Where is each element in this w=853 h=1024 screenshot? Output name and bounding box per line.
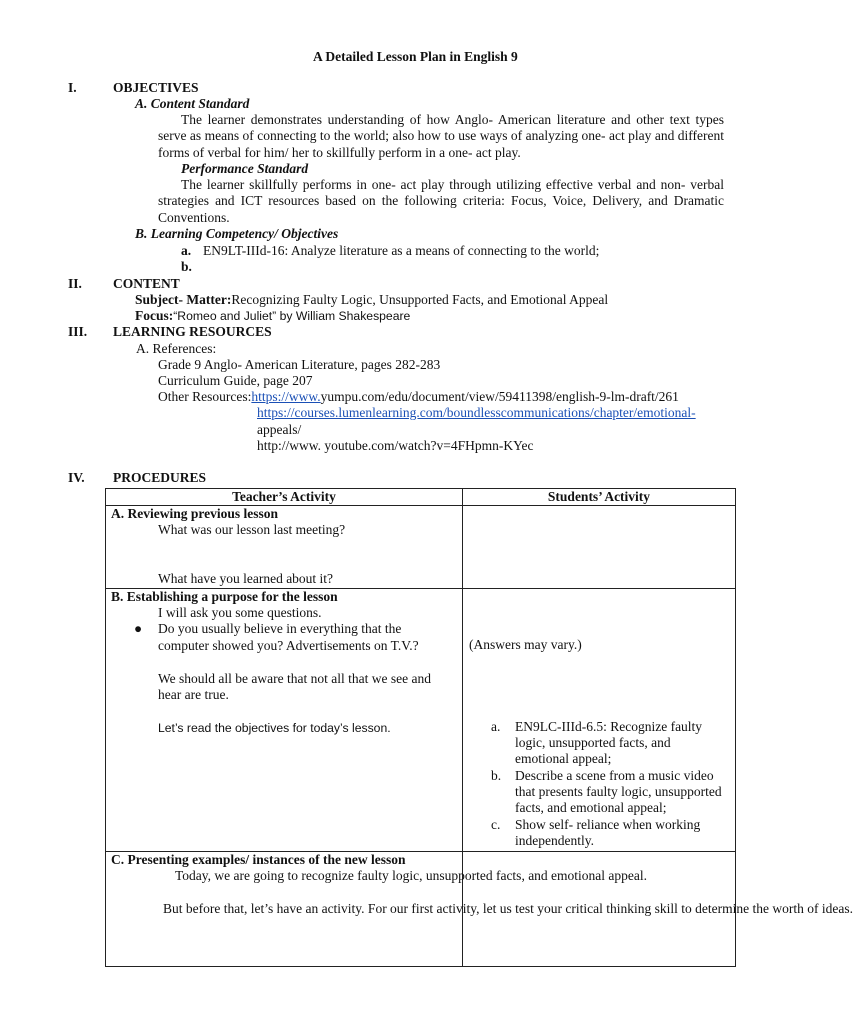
other-resources-label: Other Resources: [158,389,252,404]
reference-1: Grade 9 Anglo- American Literature, pages 282-283 [158,357,441,372]
objective-a-marker: a. [491,719,501,734]
row-b-line-1: I will ask you some questions. [158,605,322,620]
column-header-students: Students’ Activity [463,489,736,506]
table-header-row [106,489,736,506]
competency-a-marker: a. [181,243,192,258]
section-num-resources: III. [68,324,88,339]
row-b-aware-line-1: We should all be aware that not all that we see and [158,671,431,686]
row-b-students [463,589,736,852]
section-num-objectives: I. [68,80,77,95]
other-resources [158,389,679,405]
objective-b-line-1: Describe a scene from a music video [515,768,714,783]
objective-b-line-2: that presents faulty logic, unsupported [515,784,722,799]
row-a-teacher [106,506,463,589]
section-heading-content: CONTENT [113,276,180,291]
objective-a-line-2: logic, unsupported facts, and [515,735,671,750]
references-label: A. References: [136,341,217,356]
objective-a-line-3: emotional appeal; [515,751,612,766]
row-c-teacher [106,852,853,967]
lumen-link-continued: appeals/ [257,422,302,437]
objective-b-marker: b. [491,768,502,783]
youtube-link: http://www. youtube.com/watch?v=4FHpmn-KYec [257,438,534,453]
competency-a-text: EN9LT-IIId-16: Analyze literature as a means of connecting to the world; [203,243,600,258]
content-standard-label: A. Content Standard [135,96,250,111]
performance-standard-text: The learner skillfully performs in one- act play through utilizing effective verbal and non- verbal strategies and ICT resources based on the following criteria: Focus, Voice, Delivery, and Dramatic Conventions. [158,177,724,225]
objective-b-line-3: facts, and emotional appeal; [515,800,667,815]
lumen-link[interactable]: https://courses.lumenlearning.com/boundlesscommunications/chapter/emotional- [257,405,696,420]
row-a-line-2: What have you learned about it? [158,571,334,586]
row-c-para-1: Today, we are going to recognize faulty logic, unsupported facts, and emotional appeal. [175,868,648,883]
reference-2: Curriculum Guide, page 207 [158,373,313,388]
row-c-para-2: But before that, let’s have an activity. For our first activity, let us test your critical thinking skill to determine the worth of ideas. [163,901,853,916]
subject-matter [135,292,608,308]
table-row [106,589,736,852]
row-c-heading: C. Presenting examples/ instances of the new lesson [111,852,406,867]
table-row [106,852,736,967]
objective-c-line-1: Show self- reliance when working [515,817,701,832]
column-header-teacher: Teacher’s Activity [106,489,463,506]
section-num-content: II. [68,276,82,291]
section-heading-procedures: PROCEDURES [113,470,207,485]
row-c-students [463,852,736,967]
performance-standard-label: Performance Standard [181,161,309,176]
objective-c-line-2: independently. [515,833,594,848]
row-b-students-answer: (Answers may vary.) [469,637,582,652]
procedures-table [105,488,853,967]
competency-b-marker: b. [181,259,192,274]
other-resources-link[interactable]: https://www. [251,389,321,404]
table-row [106,506,736,589]
section-heading-resources: LEARNING RESOURCES [113,324,272,339]
page-title: A Detailed Lesson Plan in English 9 [313,49,518,64]
competency-label: B. Learning Competency/ Objectives [135,226,339,241]
row-b-teacher [106,589,463,852]
focus-label: Focus: [135,308,174,323]
row-a-line-1: What was our lesson last meeting? [158,522,346,537]
bullet-icon: ● [134,621,143,636]
row-a-heading: A. Reviewing previous lesson [111,506,279,521]
row-b-aware-line-2: hear are true. [158,687,229,702]
focus-text: “Romeo and Juliet” by William Shakespeare [173,309,411,323]
focus [135,308,410,324]
row-b-objectives-line: Let’s read the objectives for today’s lesson. [158,721,391,735]
row-b-bullet-line-1: Do you usually believe in everything that the [158,621,402,636]
subject-matter-text: Recognizing Faulty Logic, Unsupported Facts, and Emotional Appeal [231,292,609,307]
content-standard-text: The learner demonstrates understanding of how Anglo- American literature and other text types serve as means of connecting to the world; also how to use ways of analyzing one- act play and different forms of verbal for him/ her to skillfully perform in a one- act play. [158,112,724,160]
section-num-procedures: IV. [68,470,85,485]
row-b-bullet-line-2: computer showed you? Advertisements on T.V.? [158,638,419,653]
other-resources-url: yumpu.com/edu/document/view/59411398/english-9-lm-draft/261 [320,389,679,404]
section-heading-objectives: OBJECTIVES [113,80,199,95]
row-a-students [463,506,736,589]
subject-matter-label: Subject- Matter: [135,292,232,307]
objective-a-line-1: EN9LC-IIId-6.5: Recognize faulty [515,719,703,734]
row-b-heading: B. Establishing a purpose for the lesson [111,589,338,604]
objective-c-marker: c. [491,817,501,832]
